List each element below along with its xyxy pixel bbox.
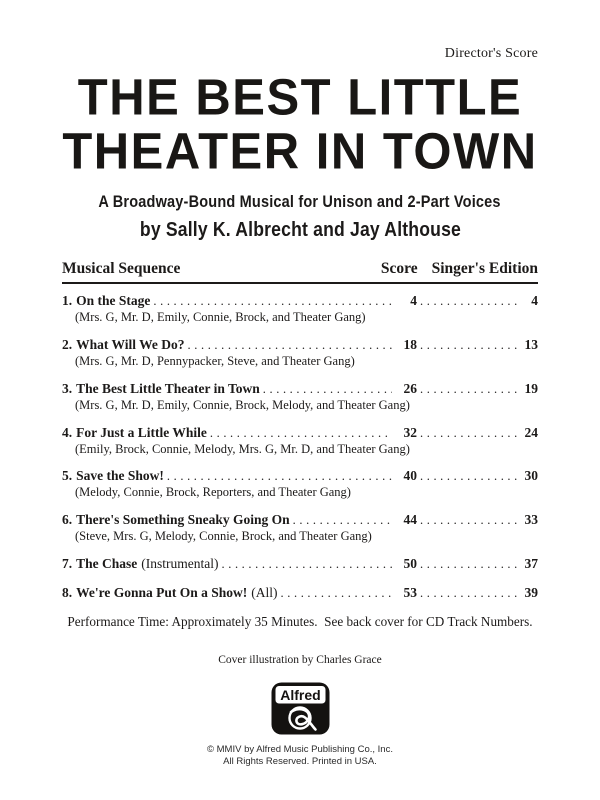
dot-leader (293, 513, 392, 528)
song-line (62, 337, 538, 353)
sequence-row (62, 425, 538, 456)
singer-page-number: 4 (531, 292, 538, 308)
header-singers-edition: Singer's Edition (431, 259, 538, 277)
singer-page-number: 37 (524, 556, 538, 572)
song-title: The Best Little Theater in Town (76, 380, 260, 396)
song-title: There's Something Sneaky Going On (76, 512, 290, 528)
song-line (62, 512, 538, 528)
dot-leader (420, 469, 521, 484)
subtitle-wrap (62, 193, 538, 212)
song-number: 7. (62, 556, 73, 572)
song-number: 3. (62, 380, 73, 396)
performance-note: Performance Time: Approximately 35 Minutes. See back cover for CD Track Numbers. (67, 613, 533, 629)
corner-label: Director's Score (444, 46, 538, 61)
song-line (62, 425, 538, 441)
song-title: On the Stage (76, 292, 151, 308)
score-page-number: 40 (403, 468, 417, 484)
dot-leader (281, 586, 392, 601)
song-title: The Chase (76, 556, 138, 572)
logo-wrap (62, 681, 538, 741)
singer-page-number: 39 (524, 584, 538, 600)
song-cast-list: (Emily, Brock, Connie, Melody, Mrs. G, Mr. D, and Theater Gang) (75, 441, 410, 456)
sequence-row (62, 512, 538, 543)
dot-leader (188, 338, 392, 353)
song-cast-list: (Mrs. G, Mr. D, Emily, Connie, Brock, and Theater Gang) (75, 309, 366, 324)
alfred-logo-text: Alfred (279, 686, 321, 703)
song-title: Save the Show! (76, 468, 164, 484)
song-line (62, 381, 538, 397)
page-title (62, 69, 538, 181)
score-page-number: 18 (403, 336, 417, 352)
score-page-number: 32 (403, 424, 417, 440)
copyright (62, 744, 538, 770)
dot-leader (420, 513, 521, 528)
dot-leader (420, 338, 521, 353)
sequence-row (62, 468, 538, 499)
song-cast-list: (Melody, Connie, Brock, Reporters, and Theater Gang) (75, 485, 351, 500)
copyright-line-1: © MMIV by Alfred Music Publishing Co., Inc. (207, 743, 393, 755)
score-page-number: 26 (403, 380, 417, 396)
score-page-number: 4 (410, 292, 417, 308)
song-title: We're Gonna Put On a Show! (76, 584, 248, 600)
singer-page-number: 33 (524, 512, 538, 528)
score-page-number: 44 (403, 512, 417, 528)
copyright-line-2: All Rights Reserved. Printed in USA. (223, 756, 377, 768)
singer-page-number: 13 (524, 336, 538, 352)
sequence-row (62, 337, 538, 368)
song-title-note: (Instrumental) (141, 556, 219, 572)
song-cast-list: (Mrs. G, Mr. D, Emily, Connie, Brock, Melody, and Theater Gang) (75, 397, 410, 412)
song-number: 5. (62, 468, 73, 484)
song-line (62, 585, 538, 601)
sequence-row (62, 585, 538, 601)
byline-wrap (62, 219, 538, 242)
subtitle: A Broadway-Bound Musical for Unison and 2-Part Voices (98, 192, 502, 211)
song-number: 8. (62, 584, 73, 600)
song-line (62, 293, 538, 309)
dot-leader (420, 557, 521, 572)
header-score: Score (380, 259, 418, 277)
song-number: 1. (62, 292, 73, 308)
dot-leader (167, 469, 392, 484)
sequence-header (62, 260, 538, 284)
sequence-row (62, 381, 538, 412)
dot-leader (210, 426, 392, 441)
sequence-row (62, 293, 538, 324)
score-page-number: 53 (403, 584, 417, 600)
score-page-number: 50 (403, 556, 417, 572)
alfred-logo-icon (270, 681, 331, 736)
singer-page-number: 30 (524, 468, 538, 484)
song-line (62, 468, 538, 484)
singer-page-number: 24 (524, 424, 538, 440)
song-title-note: (All) (251, 584, 278, 600)
singer-page-number: 19 (524, 380, 538, 396)
song-line (62, 556, 538, 572)
header-musical-sequence: Musical Sequence (62, 259, 181, 277)
dot-leader (263, 382, 392, 397)
song-number: 4. (62, 424, 73, 440)
title-line-2: THEATER IN TOWN (62, 123, 538, 181)
song-cast-list: (Mrs. G, Mr. D, Pennypacker, Steve, and Theater Gang) (75, 353, 355, 368)
sequence-row (62, 556, 538, 572)
cover-credit: Cover illustration by Charles Grace (218, 653, 382, 666)
dot-leader (222, 557, 393, 572)
dot-leader (420, 382, 521, 397)
sequence-rows (62, 293, 538, 601)
song-title: For Just a Little While (76, 424, 207, 440)
song-cast-list: (Steve, Mrs. G, Melody, Connie, Brock, and Theater Gang) (75, 529, 372, 544)
song-number: 6. (62, 512, 73, 528)
title-line-1: THE BEST LITTLE (77, 69, 523, 127)
dot-leader (420, 294, 521, 309)
dot-leader (153, 294, 392, 309)
song-number: 2. (62, 336, 73, 352)
song-title: What Will We Do? (76, 336, 185, 352)
dot-leader (420, 426, 521, 441)
dot-leader (420, 586, 521, 601)
byline: by Sally K. Albrecht and Jay Althouse (139, 218, 461, 241)
